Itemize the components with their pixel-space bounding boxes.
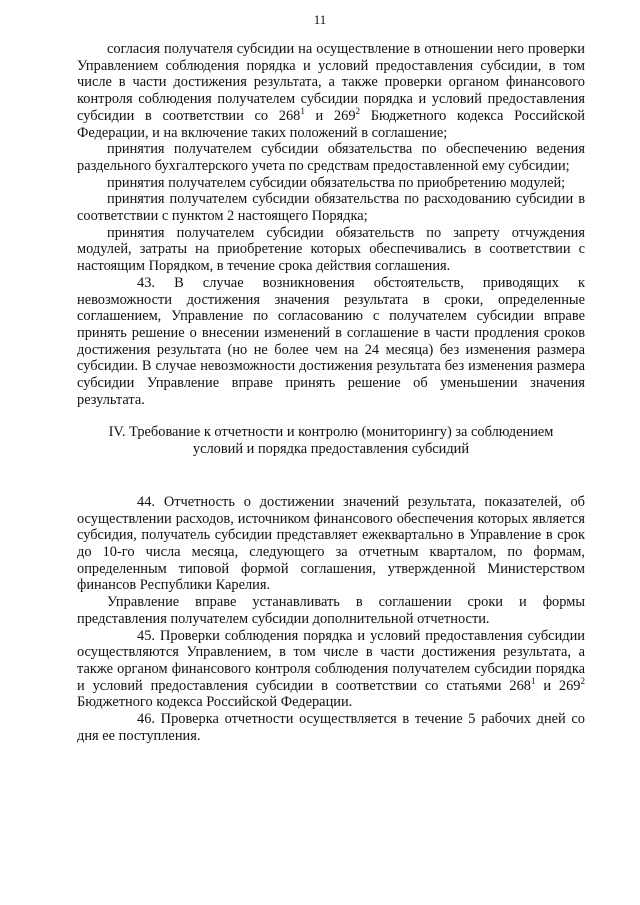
paragraph-46 xyxy=(77,711,585,744)
superscript: 2 xyxy=(580,675,585,686)
text-segment: Проверки соблюдения порядка и условий предоставления субсидии осуществляются Управлением, в том числе в части достижения результата, а также органом финансового контроля соблюдения получателем субсидии порядка и условий предоставления субсидии в соответствии со статьями 268 xyxy=(77,627,585,694)
text-segment: Бюджетного кодекса Российской Федерации, и на включение таких положений в соглашение; xyxy=(77,107,585,141)
item-text: В случае возникновения обстоятельств, приводящих к невозможности достижения значения результата в сроки, определенные соглашением, Управление по согласованию с получателем субсидии вправе принять решение о внесении изменений в соглашение в части продления сроков достижения результата (но не более чем на 24 месяца) без изменения размера субсидии. В случае невозможности достижения результата без изменения размера субсидии Управление вправе принять решение об уменьшении значения результата. xyxy=(77,274,585,408)
page-number: 11 xyxy=(313,12,327,27)
item-text: Отчетность о достижении значений результата, показателей, об осуществлении расходов, источником финансового обеспечения которых является субсидия, получатель субсидии представляет ежеквартально в Управление в срок до 10-го числа месяца, следующего за отчетным кварталом, по формам, определенным типовой формой соглашения, утвержденной Министерством финансов Республики Карелия. xyxy=(77,493,585,594)
paragraph-44 xyxy=(77,494,585,594)
paragraph-43 xyxy=(77,275,585,409)
paragraph-agreement-consent xyxy=(77,41,585,141)
document-body xyxy=(77,41,585,744)
superscript: 1 xyxy=(300,105,305,116)
text-segment: и 269 xyxy=(535,677,581,694)
text-segment: Бюджетного кодекса Российской Федерации. xyxy=(77,694,353,711)
paragraph-spending-obligation: принятия получателем субсидии обязательства по расходованию субсидии в соответствии с пунктом 2 настоящего Порядка; xyxy=(77,191,585,225)
section-heading xyxy=(77,424,585,457)
superscript: 1 xyxy=(530,675,536,686)
item-text: Проверка отчетности осуществляется в течение 5 рабочих дней со дня ее поступления. xyxy=(77,711,585,744)
item-number: 45. xyxy=(137,627,155,644)
item-number: 46. xyxy=(137,711,155,728)
paragraph-alienation-ban: принятия получателем субсидии обязательств по запрету отчуждения модулей, затраты на приобретение которых обеспечивались в соответствии с настоящим Порядком, в течение срока действия соглашения. xyxy=(77,224,585,275)
item-number: 44. xyxy=(137,493,155,510)
text-segment: согласия получателя субсидии на осуществление в отношении него проверки Управлением соблюдения порядка и условий предоставления субсидии, в том числе в части достижения результата, а также проверки органом финансового контроля соблюдения получателем субсидии порядка и условий предоставления субсидии в соответствии со 268 xyxy=(77,41,585,124)
paragraph-45 xyxy=(77,628,585,712)
text-segment: и 269 xyxy=(304,107,356,124)
section-heading-line: IV. Требование к отчетности и контролю (мониторингу) за соблюдением xyxy=(108,424,554,441)
superscript: 2 xyxy=(355,105,361,116)
item-number: 43. xyxy=(137,274,155,291)
paragraph-module-purchase: принятия получателем субсидии обязательства по приобретению модулей; xyxy=(107,174,566,191)
paragraph-separate-accounting: принятия получателем субсидии обязательства по обеспечению ведения раздельного бухгалтерского учета по средствам предоставленной ему субсидии; xyxy=(77,141,585,174)
section-heading-line: условий и порядка предоставления субсидий xyxy=(192,441,470,458)
paragraph-additional-reporting: Управление вправе устанавливать в соглашении сроки и формы представления получателем субсидии дополнительной отчетности. xyxy=(77,594,585,627)
